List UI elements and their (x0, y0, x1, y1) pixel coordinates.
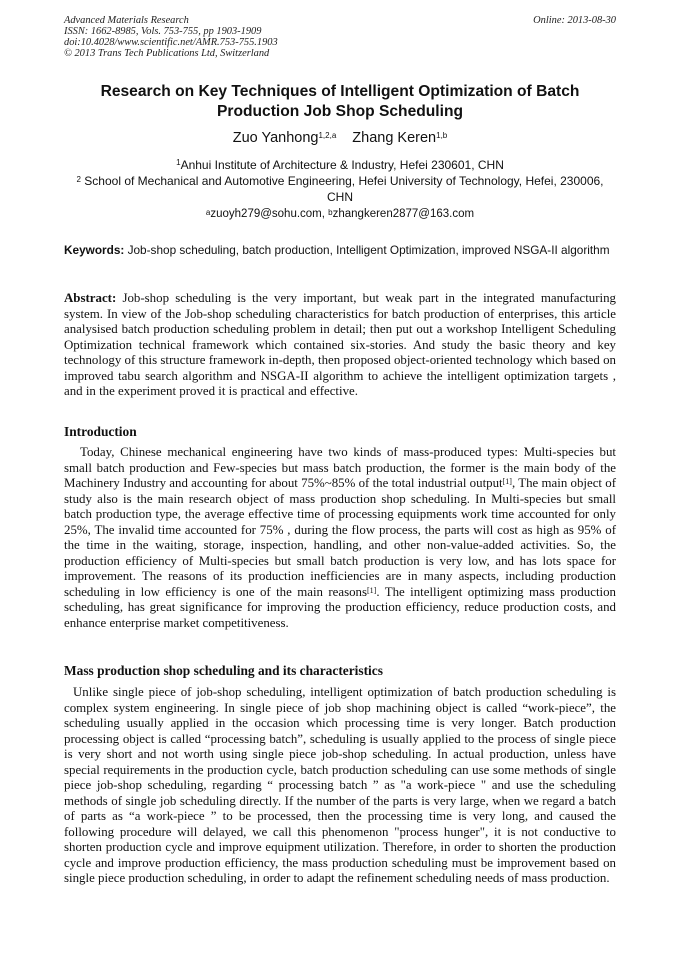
keywords-label: Keywords: (64, 243, 125, 257)
affiliation-2-sup: 2 (76, 175, 81, 184)
author-emails (64, 207, 616, 222)
title-line-1: Research on Key Techniques of Intelligent Optimization of Batch (100, 83, 580, 100)
keywords (64, 243, 616, 258)
keywords-text: Job-shop scheduling, batch production, Intelligent Optimization, improved NSGA-II algorithm (127, 243, 610, 257)
mass-production-heading: Mass production shop scheduling and its characteristics (64, 663, 383, 678)
intro-text-1: Today, Chinese mechanical engineering have two kinds of mass-produced types: Multi-species but small batch production and Few-species but mass batch production, the former is the main body of the Machinery Industry and accounting for about 75%~85% of the total industrial output (64, 445, 616, 490)
mass-production-paragraph (64, 685, 616, 887)
affiliation-1 (64, 157, 616, 173)
intro-text-3: . The intelligent optimizing mass production scheduling, has great significance for improving the production efficiency, reduce production costs, and enhance enterprise market competitiveness. (64, 584, 616, 630)
title-line-2: Production Job Shop Scheduling (216, 102, 464, 120)
author-1-name: Zuo Yanhong (232, 130, 319, 146)
online-date: Online: 2013-08-30 (533, 15, 616, 26)
introduction-heading: Introduction (64, 424, 137, 439)
mass-production-text: Unlike single piece of job-shop scheduling, intelligent optimization of batch production scheduling is complex system engineering. In single piece of job shop machining object is called “work-piece”, the scheduling usually applied in the occasion which processing time is very longer. Batch production processing object is called “processing batch”, scheduling is usually applied to the process of single piece is very short and not worth using single piece job-shop scheduling. In actual production, unless have special requirements in the production cycle, batch production scheduling can use some methods of single piece job-shop scheduling, regarding “ processing batch ” as "a work-piece " and use the scheduling methods of single job scheduling directly. If the number of the parts is very large, when we regard a batch of parts as “a work-piece ” to be processed, then the processing time is very long, and caused the following procedure will delayed, we call this phenomenon "process hunger", it is not conductive to shorten production cycle and improve equipment utilization. Therefore, in order to shorten the production cycle and improve production efficiency, the mass production scheduling must be improvement based on single piece production scheduling, in order to adapt the refinement scheduling needs of mass production. (64, 685, 616, 885)
affiliation-2 (64, 174, 616, 205)
email-a-sup: a (205, 208, 211, 217)
abstract-label: Abstract: (64, 291, 117, 305)
email-a: zuoyh279@sohu.com, (210, 208, 325, 220)
author-2-name: Zhang Keren (352, 130, 437, 146)
affiliation-2-text: School of Mechanical and Automotive Engineering, Hefei University of Technology, Hefei, 230006, CHN (84, 174, 604, 204)
journal-issn: ISSN: 1662-8985, Vols. 753-755, pp 1903-1909 (64, 26, 262, 37)
citation-1: [1] (502, 477, 512, 486)
email-b: zhangkeren2877@163.com (332, 208, 475, 220)
journal-copyright: © 2013 Trans Tech Publications Ltd, Switzerland (64, 48, 270, 59)
citation-2: [1] (367, 585, 377, 595)
abstract (64, 291, 616, 400)
affiliation-1-sup: 1 (176, 158, 181, 167)
journal-name: Advanced Materials Research (64, 15, 189, 26)
email-b-sup: b (328, 208, 333, 217)
journal-header (64, 15, 616, 59)
author-2-sup: 1,b (436, 131, 448, 140)
author-1-sup: 1,2,a (318, 131, 337, 140)
author-list (64, 129, 616, 147)
introduction-paragraph (64, 445, 616, 631)
abstract-text: Job-shop scheduling is the very important, but weak part in the integrated manufacturing system. In view of the Job-shop scheduling characteristics for batch production of enterprises, this article analysised batch production scheduling problem in detail; then put out a workshop Intelligent Scheduling Optimization technical framework which contained six-stories. And study the basic theory and key technology of this structure framework in-depth, then proposed object-oriented technology which based on improved tabu search algorithm and NSGA-II algorithm to achieve the intelligent optimization targets , and in the experiment proved it is practical and effective. (64, 291, 616, 398)
affiliation-1-text: Anhui Institute of Architecture & Industry, Hefei 230601, CHN (180, 158, 504, 172)
intro-text-2: , The main object of study also is the main research object of mass production shop scheduling. In Multi-species but small batch production type, the average effective time of processing equipments work time accounted for only 25%, The invalid time accounted for 75% , during the flow process, the parts will cost as high as 95% of the time in the waiting, storage, inspection, handling, and other non-value-added activities. So, the production efficiency of Multi-species but small batch production is very low, and has lots space for improvement. The reasons of its production inefficiencies are in many aspects, including production scheduling in low efficiency is one of the main reasons (64, 476, 616, 599)
journal-doi: doi:10.4028/www.scientific.net/AMR.753-755.1903 (64, 37, 278, 48)
paper-title (64, 82, 616, 121)
